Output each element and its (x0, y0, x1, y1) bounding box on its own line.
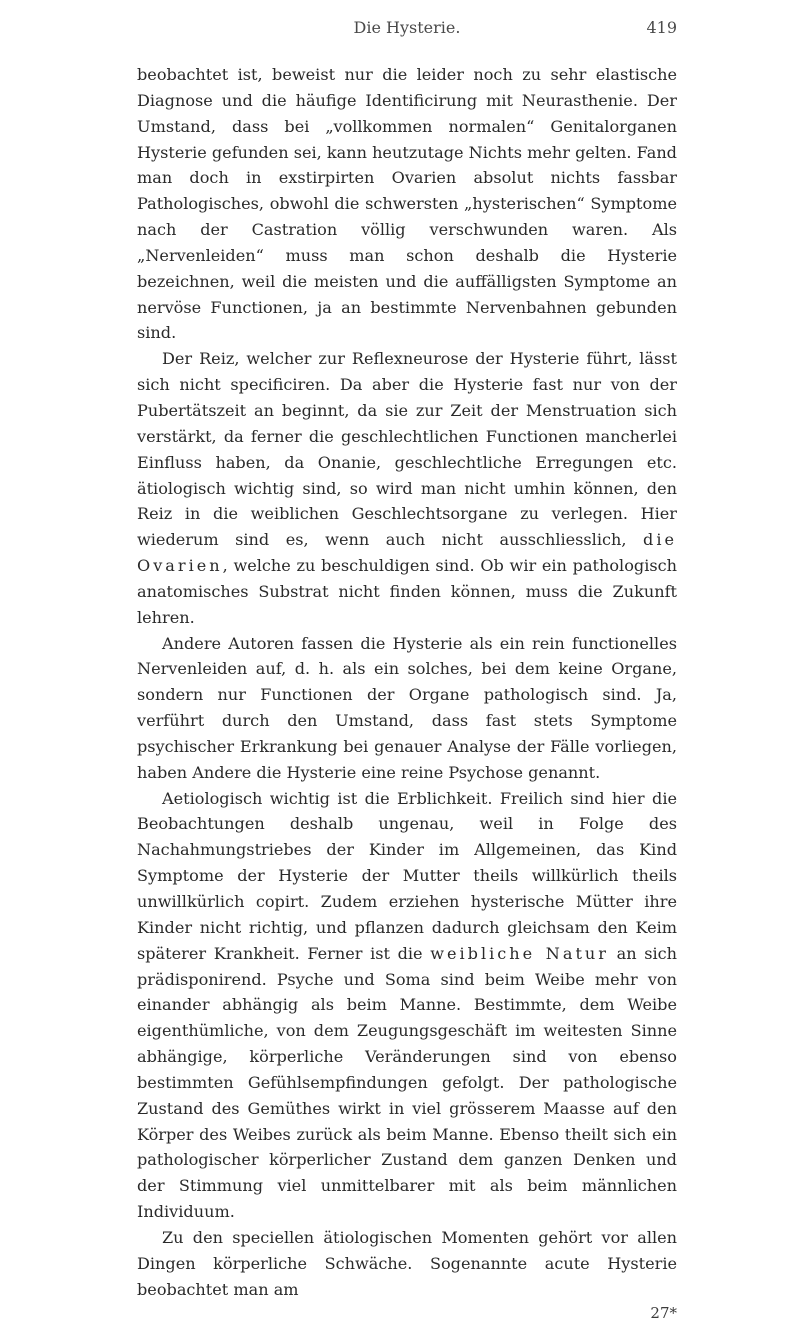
body-text (137, 62, 677, 1303)
paragraph-3: Andere Autoren fassen die Hysterie als ein rein functionelles Nervenleiden auf, d. h. als ein solches, bei dem keine Organe, sondern nur Functionen der Organe pathologisch sind. Ja, verführt durch den Umstand, dass fast stets Symptome psychischer Erkrankung bei genauer Analyse der Fälle vorliegen, haben Andere die Hysterie eine reine Psychose genannt. (137, 633, 677, 782)
running-title: Die Hysterie. (353, 18, 461, 37)
sheet-signature: 27* (650, 1304, 677, 1322)
paragraph-4-text-before: Aetiologisch wichtig ist die Erblichkeit. Freilich sind hier die Beobachtungen deshalb ungenau, weil in Folge des Nachahmungstriebes der Kinder im Allgemeinen, das Kind Symptome der Hysterie der Mutter theils willkürlich theils unwillkürlich copirt. Zudem erziehen hysterische Mütter ihre Kinder nicht richtig, und pflanzen dadurch gleichsam den Keim späterer Krankheit. Ferner ist die (137, 788, 677, 963)
paragraph-1: beobachtet ist, beweist nur die leider noch zu sehr elastische Diagnose und die häufige Identificirung mit Neurasthenie. Der Umstand, dass bei „vollkommen normalen“ Genitalorganen Hysterie gefunden sei, kann heutzutage Nichts mehr gelten. Fand man doch in exstirpirten Ovarien absolut nichts fassbar Pathologisches, obwohl die schwersten „hysterischen“ Symptome nach der Castration völlig verschwunden waren. Als „Nervenleiden“ muss man schon deshalb die Hysterie bezeichnen, weil die meisten und die auffälligsten Symptome an nervöse Functionen, ja an bestimmte Nervenbahnen gebunden sind. (137, 65, 677, 343)
paragraph-2-spaced-emphasis: die Ovarien (137, 530, 677, 576)
paragraph-2-text-after: , welche zu beschuldigen sind. Ob wir ein pathologisch anatomisches Substrat nicht finden können, muss die Zukunft lehren. (137, 556, 677, 627)
paragraph-5: Zu den speciellen ätiologischen Momenten gehört vor allen Dingen körperliche Schwäche. Sogenannte acute Hysterie beobachtet man am (137, 1227, 677, 1299)
paragraph-2 (137, 346, 677, 630)
page-number: 419 (646, 18, 677, 37)
running-header (137, 18, 677, 44)
paragraph-4-text-after: an sich prädisponirend. Psyche und Soma sind beim Weibe mehr von einander abhängig als beim Manne. Bestimmte, dem Weibe eigenthümliche, von dem Zeugungsgeschäft im weitesten Sinne abhängige, körperliche Veränderungen sind von ebenso bestimmten Gefühlsempfindungen gefolgt. Der pathologische Zustand des Gemüthes wirkt in viel grösserem Maasse auf den Körper des Weibes zurück als beim Manne. Ebenso theilt sich ein pathologischer körperlicher Zustand dem ganzen Denken und der Stimmung viel unmittelbarer mit als beim männlichen Individuum. (137, 943, 677, 1222)
paragraph-4 (137, 786, 677, 1225)
paragraph-2-text-before: Der Reiz, welcher zur Reflexneurose der Hysterie führt, lässt sich nicht specificiren. Da aber die Hysterie fast nur von der Pubertätszeit an beginnt, da sie zur Zeit der Menstruation sich verstärkt, da ferner die geschlechtlichen Functionen mancherlei Einfluss haben, da Onanie, geschlechtliche Erregungen etc. ätiologisch wichtig sind, so wird man nicht umhin können, den Reiz in die weiblichen Geschlechtsorgane zu verlegen. Hier wiederum sind es, wenn auch nicht ausschliesslich, (137, 349, 677, 550)
paragraph-4-spaced-emphasis: weibliche Natur (430, 943, 609, 963)
